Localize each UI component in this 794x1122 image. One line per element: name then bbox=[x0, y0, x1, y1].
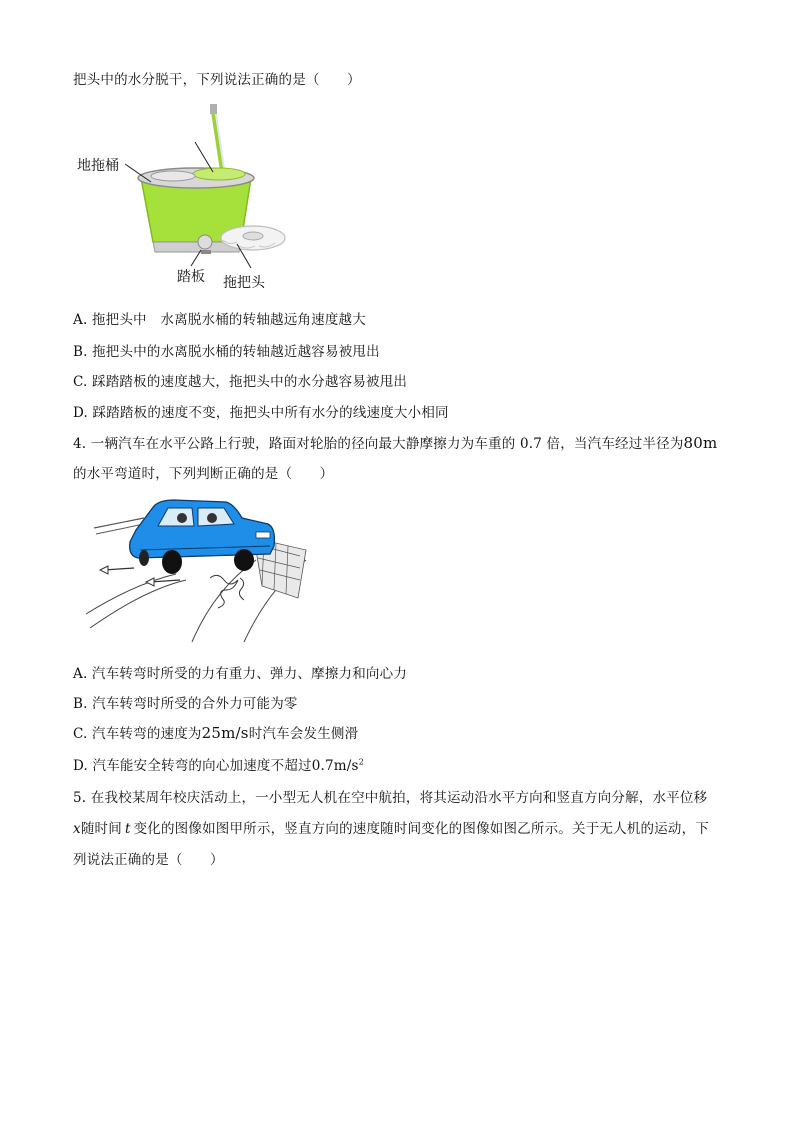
q4-radius-value: 80m bbox=[683, 434, 718, 452]
q5-line2-rest: 变化的图像如图甲所示，竖直方向的速度随时间变化的图像如图乙所示。关于无人机的运动，下 bbox=[133, 821, 709, 837]
q5-stem-line2 bbox=[73, 817, 709, 837]
q3-option-c: C. 踩踏踏板的速度越大，拖把头中的水分越容易被甩出 bbox=[73, 374, 408, 390]
label-pedal: 踏板 bbox=[177, 269, 205, 285]
q3-option-b: B. 拖把头中的水离脱水桶的转轴越近越容易被甩出 bbox=[73, 344, 380, 360]
q4-option-a: A. 汽车转弯时所受的力有重力、弹力、摩擦力和向心力 bbox=[73, 666, 408, 682]
label-mop-bucket: 地拖桶 bbox=[77, 158, 119, 174]
q4-option-d-pre: D. 汽车能安全转弯的向心加速度不超过 bbox=[73, 758, 312, 774]
car-turning-figure bbox=[84, 494, 310, 644]
q5-line2-mid: 随时间 bbox=[80, 821, 122, 837]
q4-stem-line2: 的水平弯道时，下列判断正确的是（ ） bbox=[73, 466, 334, 482]
car-turning-illustration bbox=[84, 494, 310, 644]
q4-option-d-exponent: 2 bbox=[358, 757, 364, 767]
q3-option-d: D. 踩踏踏板的速度不变，拖把头中所有水分的线速度大小相同 bbox=[73, 405, 449, 421]
q4-stem-line1 bbox=[73, 432, 717, 452]
q5-stem-line1: 5. 在我校某周年校庆活动上，一小型无人机在空中航拍，将其运动沿水平方向和竖直方向分解，水平位移 bbox=[73, 790, 708, 806]
q4-option-d bbox=[73, 754, 364, 774]
q4-option-c bbox=[73, 722, 358, 742]
q3-stem-tail: 把头中的水分脱干，下列说法正确的是（ ） bbox=[73, 72, 361, 88]
q3-option-a: A. 拖把头中 水离脱水桶的转轴越远角速度越大 bbox=[73, 312, 366, 328]
q4-stem-text: 4. 一辆汽车在水平公路上行驶，路面对轮胎的径向最大静摩擦力为车重的 0.7 倍，当汽车经过半径为 bbox=[73, 436, 684, 452]
mop-bucket-figure bbox=[73, 100, 313, 290]
q5-var-x: x bbox=[73, 821, 81, 837]
q4-option-c-speed: 25m/s bbox=[201, 724, 249, 742]
q4-option-d-value: 0.7m/s bbox=[311, 758, 359, 774]
q4-option-b: B. 汽车转弯时所受的合外力可能为零 bbox=[73, 696, 298, 712]
q5-var-t: t bbox=[124, 821, 131, 837]
q4-option-c-post: 时汽车会发生侧滑 bbox=[248, 726, 359, 742]
mop-bucket-illustration bbox=[73, 100, 313, 290]
q5-stem-line3: 列说法正确的是（ ） bbox=[73, 852, 224, 868]
q4-option-c-pre: C. 汽车转弯的速度为 bbox=[73, 726, 202, 742]
label-mop-head: 拖把头 bbox=[223, 275, 265, 291]
